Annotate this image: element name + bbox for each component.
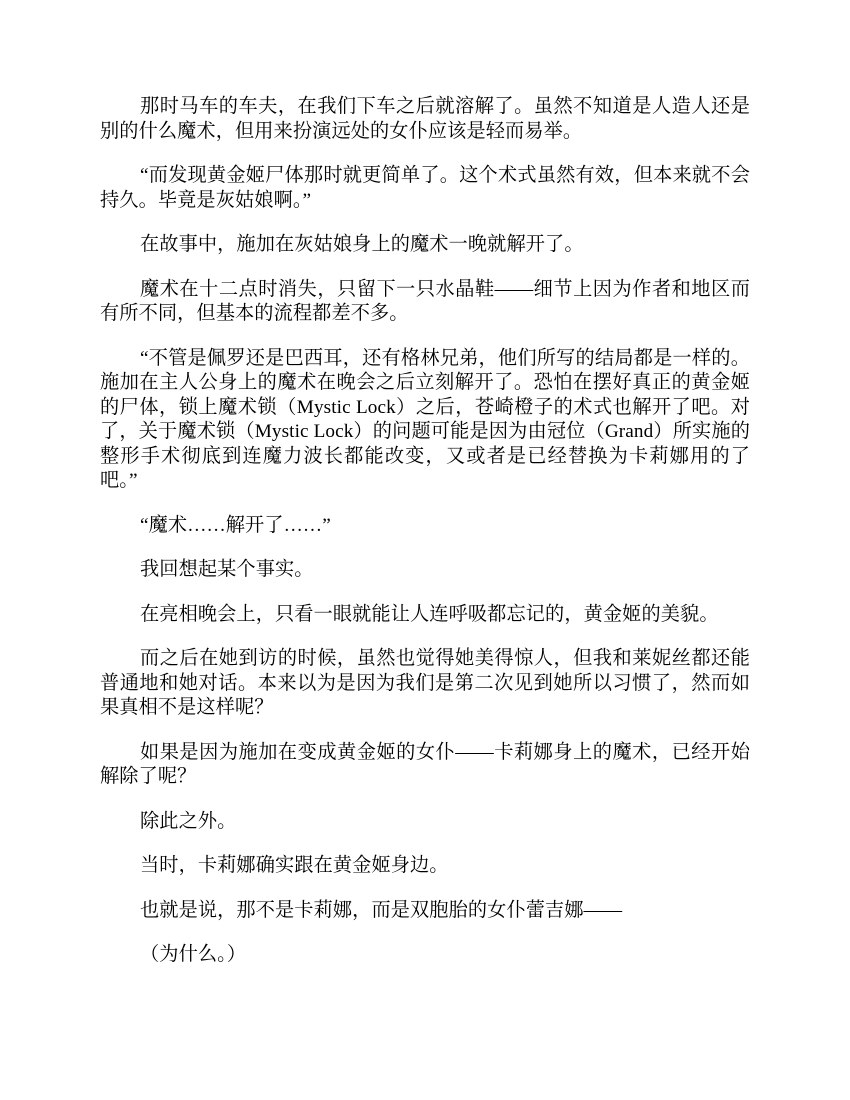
paragraph-10: 如果是因为施加在变成黄金姬的女仆——卡莉娜身上的魔术，已经开始解除了呢？ (100, 741, 750, 787)
document-page (100, 95, 750, 988)
paragraph-1: 那时马车的车夫，在我们下车之后就溶解了。虽然不知道是人造人还是别的什么魔术，但用来扮演远处的女仆应该是轻而易举。 (100, 96, 750, 142)
paragraph-3: 在故事中，施加在灰姑娘身上的魔术一晚就解开了。 (140, 234, 584, 255)
paragraph-14: （为什么。） (140, 944, 247, 965)
paragraph-4: 魔术在十二点时消失，只留下一只水晶鞋——细节上因为作者和地区而有所不同，但基本的流程都差不多。 (100, 278, 750, 324)
paragraph-12: 当时，卡莉娜确实跟在黄金姬身边。 (140, 855, 449, 876)
paragraph-6: “魔术……解开了……” (140, 514, 331, 536)
paragraph-7: 我回想起某个事实。 (140, 559, 314, 580)
paragraph-13: 也就是说，那不是卡莉娜，而是双胞胎的女仆蕾吉娜—— (140, 899, 623, 921)
paragraph-11: 除此之外。 (140, 810, 237, 832)
paragraph-8: 在亮相晚会上，只看一眼就能让人连呼吸都忘记的，黄金姬的美貌。 (140, 603, 719, 625)
paragraph-9: 而之后在她到访的时候，虽然也觉得她美得惊人，但我和莱妮丝都还能普通地和她对话。本来以为是因为我们是第二次见到她所以习惯了，然而如果真相不是这样呢？ (100, 648, 750, 718)
paragraph-2: “而发现黄金姬尸体那时就更简单了。这个术式虽然有效，但本来就不会持久。毕竟是灰姑娘啊。” (100, 165, 750, 211)
paragraph-5: “不管是佩罗还是巴西耳，还有格林兄弟，他们所写的结局都是一样的。施加在主人公身上的魔术在晚会之后立刻解开了。恐怕在摆好真正的黄金姬的尸体，锁上魔术锁（Mystic Lock）之后，苍崎橙子的术式也解开了吧。对了，关于魔术锁（Mystic Lock）的问题可能是因为由冠位（Grand）所实施的整形手术彻底到连魔力波长都能改变，又或者是已经替换为卡莉娜用的了吧。” (100, 347, 750, 491)
